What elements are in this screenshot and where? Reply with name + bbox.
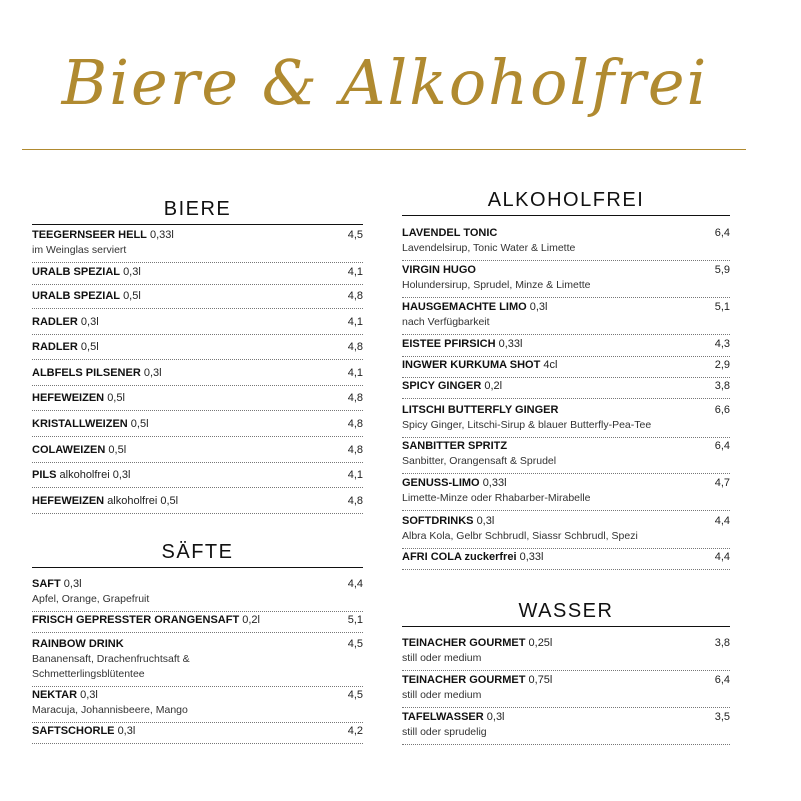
menu-item-name: PILS: [32, 469, 57, 481]
menu-item-name: TAFELWASSER: [402, 711, 484, 723]
menu-item-title: [402, 550, 543, 565]
menu-item-price: 5,1: [714, 301, 730, 313]
menu-item-price: 5,9: [714, 264, 730, 276]
menu-item-name: INGWER KURKUMA SHOT: [402, 359, 541, 371]
menu-item-name: FRISCH GEPRESSTER ORANGENSAFT: [32, 614, 240, 626]
menu-item-size: 0,5l: [123, 290, 141, 302]
menu-item-name: COLAWEIZEN: [32, 444, 106, 456]
menu-item-price: 3,8: [714, 637, 730, 649]
menu-item: [402, 476, 730, 511]
menu-item-description: Holundersirup, Sprudel, Minze & Limette: [402, 279, 591, 291]
menu-item-title: [32, 366, 162, 381]
menu-item-name: RAINBOW DRINK: [32, 638, 124, 650]
section-heading-saefte: SÄFTE: [32, 541, 363, 568]
menu-item-title: [32, 494, 178, 509]
menu-item-size: 0,5l: [108, 444, 127, 456]
menu-item-price: 4,1: [347, 469, 363, 481]
menu-item-row: [32, 228, 363, 243]
menu-item: [32, 577, 363, 612]
menu-item-title: [402, 710, 505, 725]
menu-item: [402, 636, 730, 671]
menu-item-title: [32, 613, 260, 628]
menu-item-price: 6,4: [714, 227, 730, 239]
menu-item-title: [32, 340, 99, 355]
menu-item-row: [32, 340, 363, 355]
menu-item: [32, 315, 363, 335]
menu-item-row: [402, 476, 730, 491]
menu-item-row: [32, 443, 363, 458]
menu-item-description: Bananensaft, Drachenfruchtsaft &: [32, 653, 190, 665]
menu-item: [402, 550, 730, 570]
menu-item-title: [32, 417, 149, 432]
menu-item-row: [402, 514, 730, 529]
menu-item-title: [32, 289, 141, 304]
menu-item-row: [32, 417, 363, 432]
menu-item-name: GENUSS-LIMO: [402, 477, 480, 489]
menu-item-size: 0,33l: [498, 338, 523, 350]
menu-item-title: [32, 315, 99, 330]
menu-item-name: LAVENDEL TONIC: [402, 227, 498, 239]
menu-item-size: 0,3l: [80, 316, 99, 328]
menu-item-description: im Weinglas serviert: [32, 244, 127, 256]
menu-item: [402, 673, 730, 708]
menu-item-size: 0,2l: [484, 380, 503, 392]
menu-item-size: 0,75l: [528, 674, 553, 686]
menu-item-size: 0,3l: [123, 266, 141, 278]
menu-item: [32, 228, 363, 263]
menu-item-price: 4,7: [714, 477, 730, 489]
menu-item-name: URALB SPEZIAL: [32, 266, 120, 278]
menu-item-size: 0,33l: [519, 551, 544, 563]
menu-item-name: SANBITTER SPRITZ: [402, 440, 508, 452]
menu-item: [32, 289, 363, 309]
menu-item-title: [402, 337, 522, 352]
menu-item-title: [32, 468, 130, 483]
menu-item: [402, 403, 730, 438]
menu-item-description: Lavendelsirup, Tonic Water & Limette: [402, 242, 576, 254]
menu-item-row: [32, 315, 363, 330]
menu-item: [32, 340, 363, 360]
menu-item-size: 0,5l: [80, 341, 99, 353]
menu-item-price: 4,1: [347, 367, 363, 379]
menu-item-name: SAFT: [32, 578, 61, 590]
menu-item: [402, 710, 730, 745]
menu-item: [32, 443, 363, 463]
menu-item-price: 4,5: [347, 638, 363, 650]
menu-item-name: EISTEE PFIRSICH: [402, 338, 496, 350]
menu-item: [32, 417, 363, 437]
menu-item-row: [32, 468, 363, 483]
menu-item-title: [402, 514, 494, 529]
menu-item-description: Sanbitter, Orangensaft & Sprudel: [402, 455, 557, 467]
menu-item-price: 4,5: [347, 229, 363, 241]
menu-item: [32, 265, 363, 285]
menu-item-title: [402, 476, 507, 491]
menu-item-name: TEINACHER GOURMET: [402, 674, 526, 686]
menu-item-description: Limette-Minze oder Rhabarber-Mirabelle: [402, 492, 591, 504]
menu-item-name: SOFTDRINKS: [402, 515, 474, 527]
left-column: [32, 0, 363, 801]
menu-item-price: 6,6: [714, 404, 730, 416]
menu-item-title: [32, 391, 125, 406]
menu-item-title: [32, 724, 135, 739]
menu-item: [32, 366, 363, 386]
menu-item-name: SAFTSCHORLE: [32, 725, 115, 737]
menu-item-price: 4,8: [347, 418, 363, 430]
menu-item-row: [402, 263, 730, 278]
menu-item-name: HAUSGEMACHTE LIMO: [402, 301, 527, 313]
menu-item: [402, 358, 730, 378]
menu-item-price: 4,5: [347, 689, 363, 701]
menu-item-row: [32, 391, 363, 406]
menu-item-description: still oder medium: [402, 652, 482, 664]
menu-item-name: VIRGIN HUGO: [402, 264, 476, 276]
menu-item: [32, 494, 363, 514]
menu-item-row: [32, 366, 363, 381]
menu-item-row: [32, 724, 363, 739]
menu-item-row: [32, 613, 363, 628]
menu-item: [32, 613, 363, 633]
menu-item-size: 0,25l: [528, 637, 553, 649]
menu-item-row: [402, 379, 730, 394]
menu-item-title: [402, 673, 552, 688]
menu-item-size: 0,5l: [130, 418, 149, 430]
section-heading-wasser: WASSER: [402, 600, 730, 627]
menu-item: [32, 724, 363, 744]
menu-item-price: 4,1: [347, 266, 363, 278]
menu-item-name: URALB SPEZIAL: [32, 290, 120, 302]
menu-item-price: 6,4: [714, 440, 730, 452]
menu-item-size: 0,5l: [107, 392, 125, 404]
menu-item-description: Schmetterlingsblütentee: [32, 668, 145, 680]
menu-item-title: [32, 228, 174, 243]
menu-item-row: [402, 439, 730, 454]
menu-item-name: NEKTAR: [32, 689, 78, 701]
menu-item-size: 0,3l: [143, 367, 162, 379]
menu-item-size: 0,2l: [242, 614, 260, 626]
menu-item-description: Albra Kola, Gelbr Schbrudl, Siassr Schbrudl, Spezi: [402, 530, 638, 542]
menu-item: [32, 688, 363, 723]
menu-item-title: [32, 637, 124, 652]
section-heading-alkoholfrei: ALKOHOLFREI: [402, 189, 730, 216]
menu-item-size: 0,3l: [80, 689, 98, 701]
menu-item: [402, 300, 730, 335]
menu-item: [402, 226, 730, 261]
menu-item-size: alkoholfrei 0,5l: [107, 495, 179, 507]
menu-item-price: 4,4: [714, 551, 730, 563]
menu-item-row: [402, 403, 730, 418]
menu-item-row: [402, 550, 730, 565]
menu-item-price: 4,8: [347, 341, 363, 353]
menu-item-name: RADLER: [32, 341, 78, 353]
menu-item-row: [32, 265, 363, 280]
menu-item-row: [402, 673, 730, 688]
page-title: Biere & Alkoholfrei: [61, 46, 709, 119]
menu-item-price: 4,8: [347, 495, 363, 507]
menu-item-title: [32, 688, 98, 703]
menu-item-title: [402, 379, 502, 394]
menu-item-size: 0,3l: [117, 725, 136, 737]
menu-item: [32, 468, 363, 488]
menu-item-title: [32, 265, 141, 280]
menu-item-title: [402, 403, 558, 418]
menu-item-size: 0,3l: [529, 301, 548, 313]
menu-item-size: 4cl: [543, 359, 558, 371]
menu-item-row: [402, 710, 730, 725]
menu-item-size: 0,3l: [476, 515, 495, 527]
menu-item-row: [402, 300, 730, 315]
menu-item-price: 6,4: [714, 674, 730, 686]
menu-item-price: 4,1: [347, 316, 363, 328]
menu-item-row: [32, 637, 363, 652]
menu-item-title: [402, 636, 552, 651]
menu-item-row: [32, 289, 363, 304]
menu-item-name: AFRI COLA zuckerfrei: [402, 551, 517, 563]
menu-item-price: 2,9: [714, 359, 730, 371]
menu-item-title: [402, 226, 497, 241]
menu-item-title: [32, 577, 82, 592]
menu-item-price: 4,3: [714, 338, 730, 350]
menu-item-price: 4,2: [347, 725, 363, 737]
menu-item: [32, 391, 363, 411]
menu-item-title: [402, 263, 476, 278]
menu-item-name: RADLER: [32, 316, 78, 328]
menu-item: [402, 514, 730, 549]
menu-item-name: TEINACHER GOURMET: [402, 637, 526, 649]
menu-item: [402, 379, 730, 399]
menu-item-price: 4,8: [347, 444, 363, 456]
menu-item-description: Maracuja, Johannisbeere, Mango: [32, 704, 188, 716]
right-column: [402, 0, 730, 801]
menu-item-name: LITSCHI BUTTERFLY GINGER: [402, 404, 559, 416]
menu-item-description: still oder medium: [402, 689, 482, 701]
menu-item-title: [402, 439, 507, 454]
menu-item-name: KRISTALLWEIZEN: [32, 418, 128, 430]
menu-item-row: [402, 226, 730, 241]
menu-item-name: HEFEWEIZEN: [32, 392, 105, 404]
menu-item-title: [402, 358, 557, 373]
menu-item-price: 4,8: [347, 290, 363, 302]
menu-item: [32, 637, 363, 687]
menu-item-name: HEFEWEIZEN: [32, 495, 105, 507]
menu-item-description: still oder sprudelig: [402, 726, 487, 738]
menu-item-size: 0,3l: [63, 578, 82, 590]
menu-item-price: 3,8: [714, 380, 730, 392]
menu-item-description: Apfel, Orange, Grapefruit: [32, 593, 150, 605]
menu-item: [402, 439, 730, 474]
menu-item-size: 0,33l: [149, 229, 174, 241]
section-heading-biere: BIERE: [32, 198, 363, 225]
menu-item-size: alkoholfrei 0,3l: [59, 469, 131, 481]
menu-item: [402, 263, 730, 298]
menu-item-title: [32, 443, 126, 458]
menu-item-name: TEEGERNSEER HELL: [32, 229, 147, 241]
menu-item-name: SPICY GINGER: [402, 380, 482, 392]
menu-item-name: ALBFELS PILSENER: [32, 367, 141, 379]
menu-item-row: [402, 358, 730, 373]
menu-item-price: 4,4: [714, 515, 730, 527]
menu-item-description: nach Verfügbarkeit: [402, 316, 490, 328]
menu-item: [402, 337, 730, 357]
menu-item-price: 5,1: [347, 614, 363, 626]
menu-item-row: [402, 636, 730, 651]
menu-item-title: [402, 300, 547, 315]
menu-item-size: 0,33l: [482, 477, 507, 489]
menu-item-price: 4,8: [347, 392, 363, 404]
menu-item-row: [32, 494, 363, 509]
menu-item-row: [32, 577, 363, 592]
menu-item-size: 0,3l: [486, 711, 505, 723]
menu-item-price: 4,4: [347, 578, 363, 590]
menu-item-row: [402, 337, 730, 352]
menu-item-row: [32, 688, 363, 703]
menu-item-price: 3,5: [714, 711, 730, 723]
menu-item-description: Spicy Ginger, Litschi-Sirup & blauer Butterfly-Pea-Tee: [402, 419, 652, 431]
